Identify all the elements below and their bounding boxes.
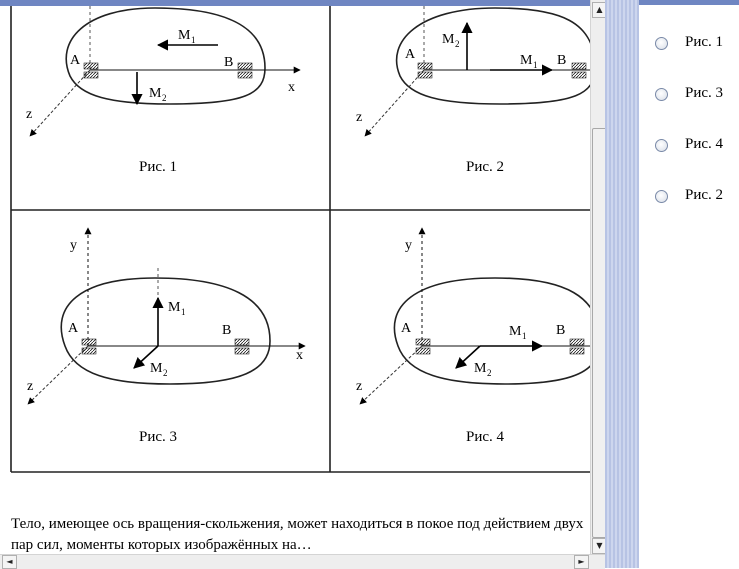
fig2-label-z: z [356,110,363,125]
fig4-label-m2: M [474,361,487,376]
horizontal-scrollbar[interactable] [0,554,605,569]
fig4-label-m1-sub: 1 [522,331,527,341]
fig1-label-m2: M [149,86,162,101]
answer-panel-top-strip [639,0,739,5]
fig2-label-m1: M [520,53,533,68]
figure-1-caption: Рис. 1 [138,159,178,175]
figure-4-diagram [360,228,590,404]
fig2-label-a: A [405,47,416,62]
fig1-label-b: B [224,55,234,70]
figure-1-diagram [30,6,300,136]
fig3-label-x: x [296,348,303,363]
question-text: Тело, имеющее ось вращения-скольжения, может находиться в покое под действием двух пар сил, моменты которых изображённых на… [11,516,584,553]
answer-options-panel [639,0,739,568]
fig3-label-b: B [222,323,232,338]
fig1-label-z: z [26,107,33,122]
fig2-label-b: B [557,53,567,68]
fig2-label-m2: M [442,32,455,47]
answer-option-label: Рис. 3 [685,85,724,101]
fig3-label-m2-sub: 2 [163,368,168,378]
fig1-label-m2-sub: 2 [162,93,167,103]
fig4-label-b: B [556,323,566,338]
answer-option-label: Рис. 4 [685,136,724,152]
figure-3-caption: Рис. 3 [138,429,178,445]
fig3-label-y: y [70,238,77,253]
scroll-left-button[interactable]: ◄ [2,555,17,569]
window-divider-stripe [605,0,639,568]
scroll-down-button[interactable]: ▼ [592,538,607,554]
fig3-label-m2: M [150,361,163,376]
fig3-label-m1: M [168,300,181,315]
figure-4-caption: Рис. 4 [465,429,505,445]
radio-button[interactable] [655,37,668,50]
fig1-label-x: x [288,80,295,95]
answer-option-label: Рис. 1 [685,34,724,50]
fig3-label-m1-sub: 1 [181,307,186,317]
fig1-label-m1-sub: 1 [191,35,196,45]
radio-button[interactable] [655,88,668,101]
scroll-right-button[interactable]: ► [574,555,589,569]
question-content-panel [0,6,590,554]
radio-button[interactable] [655,139,668,152]
fig4-label-z: z [356,379,363,394]
fig3-label-z: z [27,379,34,394]
radio-button[interactable] [655,190,668,203]
fig1-label-m1: M [178,28,191,43]
fig1-label-a: A [70,53,81,68]
fig4-label-a: A [401,321,412,336]
answer-option-label: Рис. 2 [685,187,724,203]
scroll-up-button[interactable]: ▲ [592,2,607,18]
figure-2-caption: Рис. 2 [465,159,505,175]
fig4-label-m1: M [509,324,522,339]
fig2-label-m1-sub: 1 [533,60,538,70]
figure-2-diagram [365,6,590,136]
fig4-label-m2-sub: 2 [487,368,492,378]
fig4-label-y: y [405,238,412,253]
fig2-label-m2-sub: 2 [455,39,460,49]
fig3-label-a: A [68,321,79,336]
